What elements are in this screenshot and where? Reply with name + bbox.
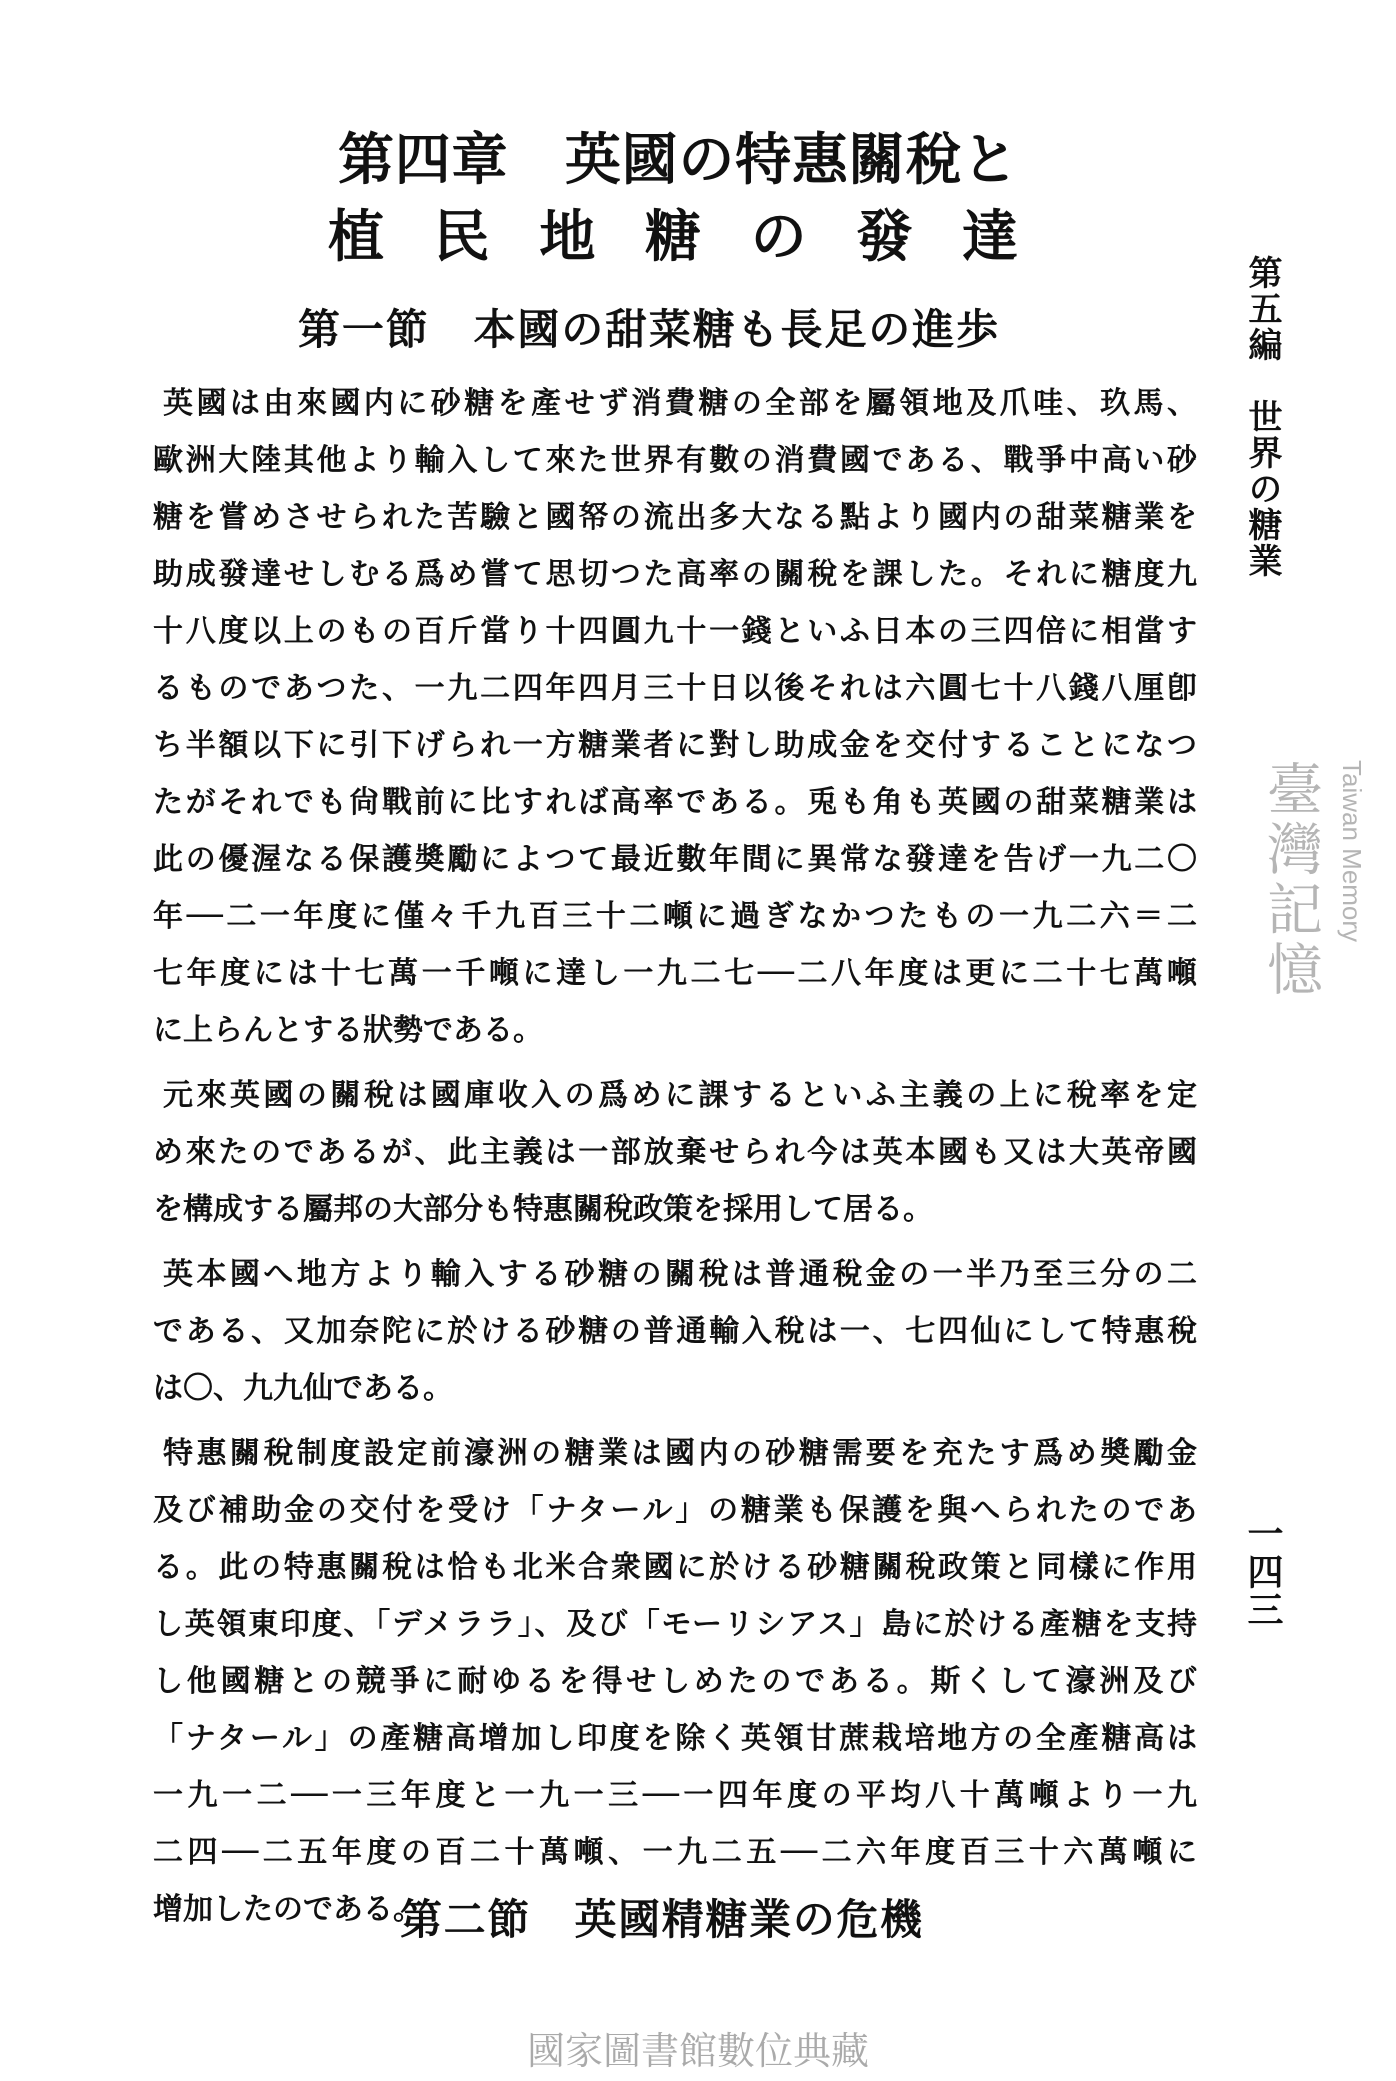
- text-line: 助成發達せしむる爲め嘗て思切つた高率の關稅を課した。それに糖度九: [153, 557, 1197, 592]
- text-line: 十八度以上のもの百斤當り十四圓九十一錢といふ日本の三四倍に相當す: [153, 614, 1197, 649]
- chapter-title-line2: 植民地糖の發達: [328, 204, 1018, 270]
- text-line: 及び補助金の交付を受け「ナタール」の糖業も保護を與へられたのであ: [153, 1493, 1197, 1528]
- text-line: を構成する屬邦の大部分も特惠關稅政策を採用して居る。: [153, 1192, 933, 1227]
- text-line: 元來英國の關稅は國庫收入の爲めに課するといふ主義の上に稅率を定: [163, 1078, 1197, 1113]
- body-text: [153, 375, 1197, 1938]
- chapter-title-line1: 第四章 英國の特惠關稅と: [338, 127, 1018, 193]
- text-line: 此の優渥なる保護奬勵によつて最近數年間に異常な發達を告げ一九二〇: [153, 842, 1197, 877]
- text-line: 歐洲大陸其他より輸入して來た世界有數の消費國である、戰爭中高い砂: [153, 443, 1197, 478]
- text-line: め來たのであるが、此主義は一部放棄せられ今は英本國も又は大英帝國: [153, 1135, 1197, 1170]
- text-line: し英領東印度、「デメララ」、及び「モーリシアス」島に於ける產糖を支持: [153, 1607, 1197, 1642]
- footer-credit: 國家圖書館數位典藏: [526, 2029, 869, 2073]
- text-line: 糖を嘗めさせられた苦驗と國帑の流出多大なる點より國内の甜菜糖業を: [153, 500, 1197, 535]
- text-line: 英國は由來國内に砂糖を產せず消費糖の全部を屬領地及爪哇、玖馬、: [163, 386, 1197, 421]
- text-line: 特惠關稅制度設定前濠洲の糖業は國内の砂糖需要を充たす爲め奬勵金: [163, 1436, 1197, 1471]
- text-line: 二四──二五年度の百二十萬噸、一九二五──二六年度百三十六萬噸に: [153, 1835, 1197, 1870]
- text-line: 年──二一年度に僅々千九百三十二噸に過ぎなかつたもの一九二六＝二: [153, 899, 1197, 934]
- text-line: は〇、九九仙である。: [153, 1371, 453, 1406]
- section-heading-2: 第二節 英國精糖業の危機: [400, 1895, 922, 1944]
- running-header-vertical: 第五編 世界の糖業: [1242, 255, 1282, 579]
- text-line: 七年度には十七萬一千噸に達し一九二七──二八年度は更に二十七萬噸: [153, 956, 1197, 991]
- text-line: る。此の特惠關稅は恰も北米合衆國に於ける砂糖關稅政策と同樣に作用: [153, 1550, 1197, 1585]
- text-line: るものであつた、一九二四年四月三十日以後それは六圓七十八錢八厘卽: [153, 671, 1197, 706]
- text-line: である、又加奈陀に於ける砂糖の普通輸入稅は一、七四仙にして特惠稅: [153, 1314, 1197, 1349]
- text-line: 英本國へ地方より輸入する砂糖の關稅は普通稅金の一半乃至三分の二: [163, 1257, 1197, 1292]
- section-heading-1: 第一節 本國の甜菜糖も長足の進歩: [298, 305, 998, 354]
- page-number: 一四三: [1242, 1515, 1284, 1629]
- watermark-chinese: 臺灣記憶: [1258, 760, 1323, 1000]
- text-line: 一九一二──一三年度と一九一三──一四年度の平均八十萬噸より一九: [153, 1778, 1197, 1813]
- text-line: し他國糖との競爭に耐ゆるを得せしめたのである。斯くして濠洲及び: [153, 1664, 1197, 1699]
- text-line: 「ナタール」の產糖高增加し印度を除く英領甘蔗栽培地方の全產糖高は: [153, 1721, 1197, 1756]
- text-line: たがそれでも尙戰前に比すれば高率である。兎も角も英國の甜菜糖業は: [153, 785, 1197, 820]
- text-line: に上らんとする狀勢である。: [153, 1013, 543, 1048]
- watermark-logo: [1250, 760, 1367, 1000]
- text-line: ち半額以下に引下げられ一方糖業者に對し助成金を交付することになつ: [153, 728, 1197, 763]
- watermark-english: Taiwan Memory: [1337, 760, 1367, 943]
- text-line: 增加したのである。: [153, 1892, 423, 1927]
